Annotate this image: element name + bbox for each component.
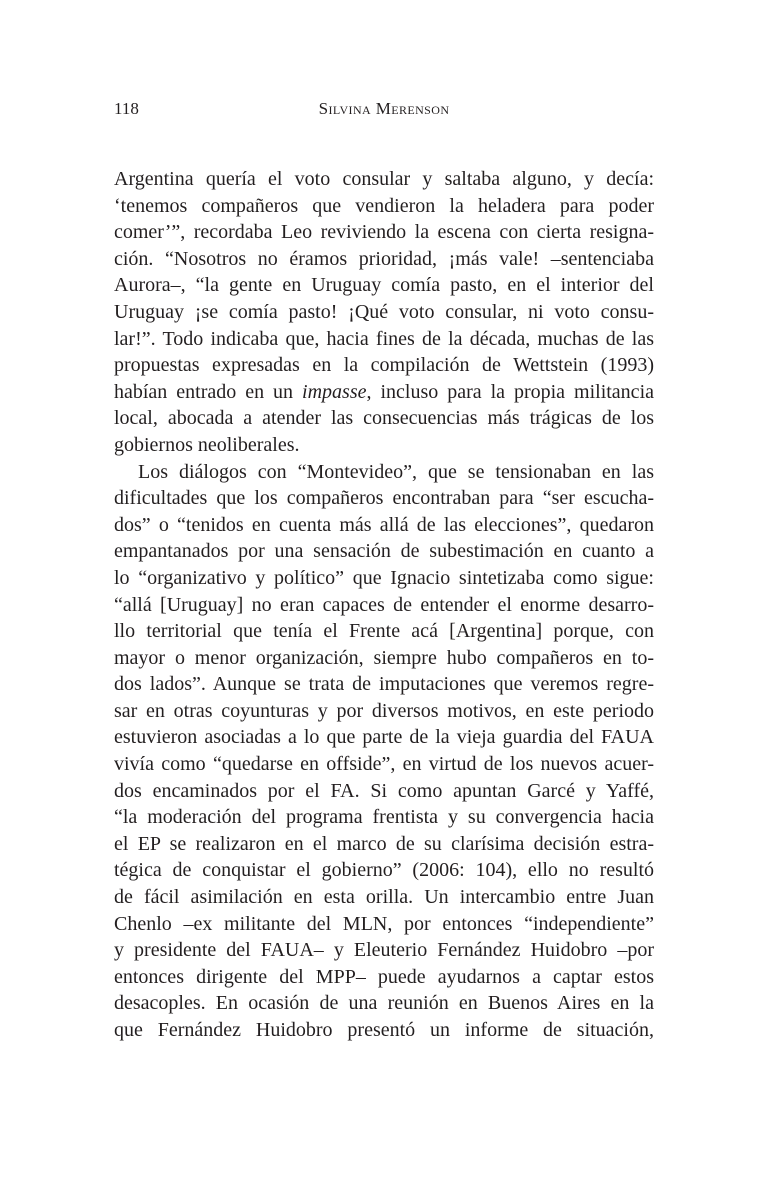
text-line: Los diálogos con “Montevideo”, que se tensionaban en las bbox=[138, 460, 654, 483]
italic-term: impasse bbox=[302, 380, 367, 403]
body-text bbox=[114, 166, 654, 1044]
text-line: tégica de conquistar el gobierno” (2006: 104), ello no resultó bbox=[114, 859, 654, 882]
text-line: llo territorial que tenía el Frente acá [Argentina] porque, con bbox=[114, 620, 654, 643]
text-line: “allá [Uruguay] no eran capaces de entender el enorme desarro- bbox=[114, 593, 654, 616]
text-line: dos lados”. Aunque se trata de imputaciones que veremos regre- bbox=[114, 673, 654, 696]
text-line: comer’”, recordaba Leo reviviendo la escena con cierta resigna- bbox=[114, 221, 654, 244]
text-line: ‘tenemos compañeros que vendieron la heladera para poder bbox=[114, 194, 654, 217]
text-line: gobiernos neoliberales. bbox=[114, 433, 300, 456]
text-line: el EP se realizaron en el marco de su clarísima decisión estra- bbox=[114, 832, 654, 855]
text-line bbox=[114, 379, 654, 406]
text-line: lar!”. Todo indicaba que, hacia fines de la década, muchas de las bbox=[114, 327, 654, 350]
text-segment: , incluso para la propia militancia bbox=[366, 380, 654, 403]
text-line: empantanados por una sensación de subestimación en cuanto a bbox=[114, 540, 654, 563]
text-segment: habían entrado en un bbox=[114, 380, 303, 403]
text-line: que Fernández Huidobro presentó un informe de situación, bbox=[114, 1019, 654, 1041]
text-line: dificultades que los compañeros encontraban para “ser escucha- bbox=[114, 487, 654, 510]
text-line: Aurora–, “la gente en Uruguay comía pasto, en el interior del bbox=[114, 274, 654, 297]
text-line: Argentina quería el voto consular y saltaba alguno, y decía: bbox=[114, 168, 654, 190]
text-line: “la moderación del programa frentista y su convergencia hacia bbox=[114, 806, 654, 829]
text-line: dos” o “tenidos en cuenta más allá de las elecciones”, quedaron bbox=[114, 513, 654, 536]
text-line: Uruguay ¡se comía pasto! ¡Qué voto consular, ni voto consu- bbox=[114, 300, 654, 323]
page-number: 118 bbox=[114, 99, 139, 118]
paragraph bbox=[114, 459, 654, 1044]
text-line: estuvieron asociadas a lo que parte de la vieja guardia del FAUA bbox=[114, 726, 654, 749]
text-line: vivía como “quedarse en offside”, en virtud de los nuevos acuer- bbox=[114, 753, 654, 776]
text-line: desacoples. En ocasión de una reunión en Buenos Aires en la bbox=[114, 992, 654, 1015]
text-line: sar en otras coyunturas y por diversos motivos, en este periodo bbox=[114, 699, 654, 722]
paragraph bbox=[114, 166, 654, 459]
author-name: Silvina Merenson bbox=[318, 99, 450, 118]
text-line: de fácil asimilación en esta orilla. Un intercambio entre Juan bbox=[114, 886, 654, 909]
text-line: propuestas expresadas en la compilación de Wettstein (1993) bbox=[114, 354, 654, 377]
text-line: dos encaminados por el FA. Si como apuntan Garcé y Yaffé, bbox=[114, 779, 654, 802]
text-line: local, abocada a atender las consecuencias más trágicas de los bbox=[114, 407, 654, 430]
text-line: Chenlo –ex militante del MLN, por entonces “independiente” bbox=[114, 912, 654, 935]
text-line: ción. “Nosotros no éramos prioridad, ¡más vale! –sentenciaba bbox=[114, 247, 654, 270]
text-line: y presidente del FAUA– y Eleuterio Fernández Huidobro –por bbox=[114, 939, 654, 962]
text-line: lo “organizativo y político” que Ignacio sintetizaba como sigue: bbox=[114, 566, 654, 589]
running-head bbox=[114, 97, 654, 121]
text-line: mayor o menor organización, siempre hubo compañeros en to- bbox=[114, 646, 654, 669]
text-line: entonces dirigente del MPP– puede ayudarnos a captar estos bbox=[114, 965, 654, 988]
